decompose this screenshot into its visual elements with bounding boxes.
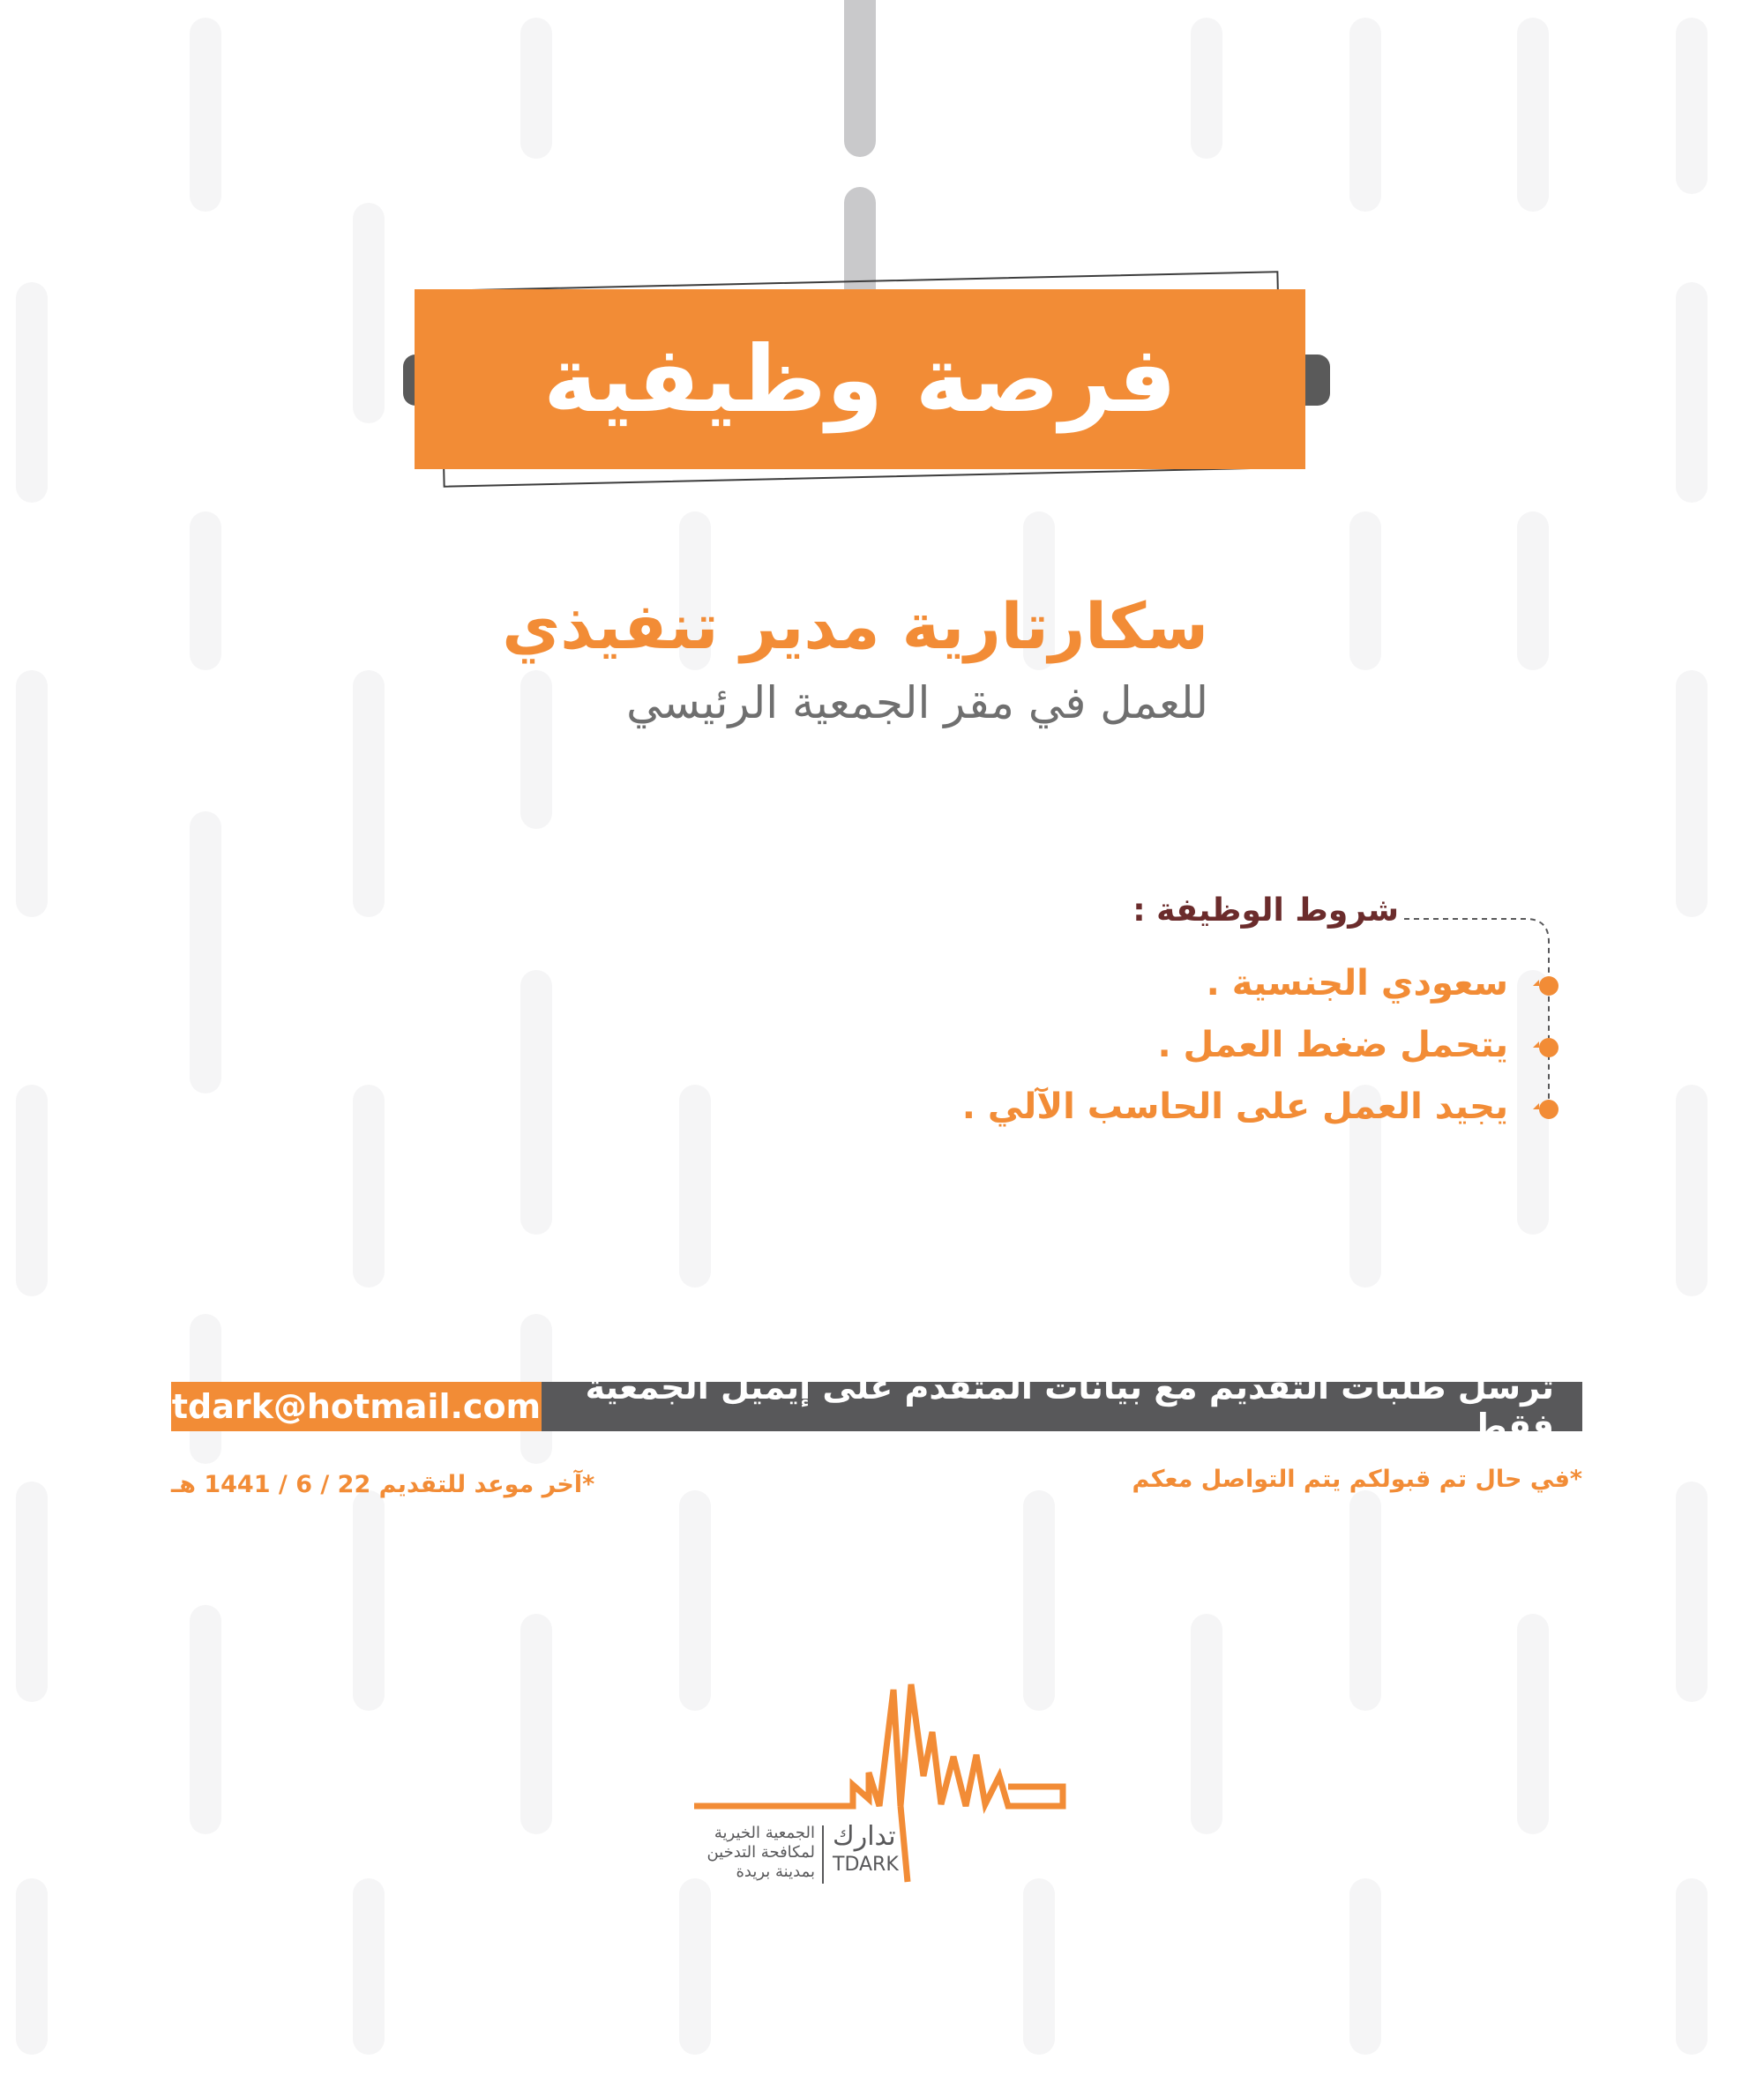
- condition-item: سعودي الجنسية .: [1206, 963, 1508, 1004]
- contact-note: *في حال تم قبولكم يتم التواصل معكم: [1132, 1466, 1582, 1493]
- conditions-heading: شروط الوظيفة :: [1132, 892, 1399, 929]
- condition-item: يتحمل ضغط العمل .: [1157, 1025, 1508, 1065]
- bullet-icon: [1533, 1038, 1558, 1057]
- sign-right-cap: [1304, 355, 1330, 406]
- logo-org-line: لمكافحة التدخين: [706, 1843, 815, 1862]
- logo-org-line: بمدينة بريدة: [736, 1862, 815, 1881]
- logo-divider: [822, 1825, 824, 1884]
- sign-title: فرصة وظيفية: [543, 325, 1177, 433]
- condition-item: يجيد العمل على الحاسب الآلي .: [961, 1086, 1508, 1127]
- bullet-icon: [1533, 1100, 1558, 1119]
- logo-org-line: الجمعية الخيرية: [714, 1824, 815, 1842]
- job-title: سكارتارية مدير تنفيذي: [502, 589, 1208, 663]
- job-subtitle: للعمل في مقر الجمعية الرئيسي: [626, 677, 1208, 728]
- logo-name-arabic: تدارك: [833, 1821, 896, 1852]
- sign-hanger-middle: [844, 187, 876, 293]
- deadline-note: *آخر موعد للتقديم 22 / 6 / 1441 هـ: [171, 1471, 595, 1498]
- sign-hanger-top: [844, 0, 876, 157]
- apply-bar: [171, 1368, 1582, 1445]
- logo-name-english: TDARK: [833, 1854, 899, 1876]
- apply-instructions: ترسل طلبات التقديم مع بيانات المتقدم على إيميل الجمعية فقط: [542, 1382, 1582, 1431]
- bullet-icon: [1533, 976, 1558, 996]
- apply-email[interactable]: tdark@hotmail.com: [171, 1382, 542, 1431]
- logo-organization-name: [670, 1824, 815, 1882]
- job-opportunity-sign: [415, 289, 1305, 469]
